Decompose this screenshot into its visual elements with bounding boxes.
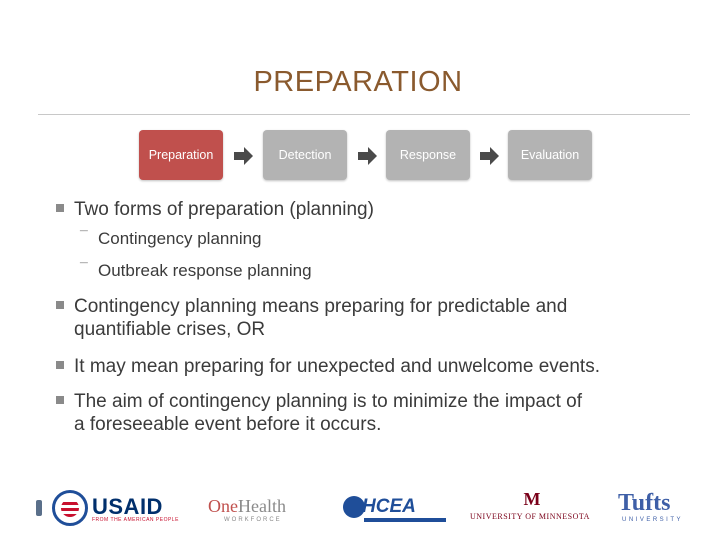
- one-health-health: Health: [238, 496, 286, 516]
- square-bullet-icon: [56, 204, 64, 212]
- one-health-tagline: WORKFORCE: [224, 517, 282, 523]
- umn-logo: UNIVERSITY OF MINNESOTA: [470, 512, 590, 521]
- bullet-item: [56, 355, 696, 378]
- usaid-tagline: FROM THE AMERICAN PEOPLE: [92, 517, 179, 523]
- sub-bullet-item: [56, 229, 696, 249]
- slide-title: PREPARATION: [253, 66, 463, 98]
- usaid-logo: USAID: [92, 494, 163, 519]
- tufts-logo: Tufts: [618, 490, 671, 516]
- flow-step-preparation: Preparation: [139, 130, 223, 180]
- arrow-right-icon: [480, 146, 500, 166]
- bullet-text: It may mean preparing for unexpected and unwelcome events.: [74, 356, 600, 377]
- bullet-text-line: The aim of contingency planning is to minimize the impact of: [74, 391, 582, 412]
- tufts-tagline: UNIVERSITY: [622, 517, 684, 523]
- sub-bullet-text: Outbreak response planning: [98, 261, 312, 280]
- flow-step-detection: Detection: [263, 130, 347, 180]
- bullet-text-line: a foreseeable event before it occurs.: [74, 414, 382, 435]
- flow-step-evaluation: Evaluation: [508, 130, 592, 180]
- square-bullet-icon: [56, 361, 64, 369]
- one-health-logo: [208, 496, 286, 517]
- one-health-one: One: [208, 496, 238, 516]
- square-bullet-icon: [56, 396, 64, 404]
- hcea-logo: HCEA: [362, 496, 416, 517]
- arrow-right-icon: [234, 146, 254, 166]
- bullet-item: [56, 390, 696, 436]
- dash-bullet-icon: ¯: [80, 260, 88, 276]
- arrow-right-icon: [358, 146, 378, 166]
- partner-logos: [0, 488, 720, 528]
- title-divider: [38, 114, 690, 115]
- decorative-mark: [36, 500, 42, 516]
- sub-bullet-text: Contingency planning: [98, 229, 262, 248]
- bullet-item: [56, 295, 696, 341]
- sub-bullet-item: [56, 261, 696, 281]
- bullet-item: [56, 198, 696, 221]
- bullet-text-line: quantifiable crises, OR: [74, 319, 266, 340]
- hcea-underline: [364, 518, 446, 522]
- bullet-text: Two forms of preparation (planning): [74, 199, 374, 220]
- bullet-list: [56, 198, 696, 444]
- umn-mark-icon: M: [523, 489, 541, 509]
- process-flow: [0, 130, 720, 182]
- bullet-text-line: Contingency planning means preparing for predictable and: [74, 296, 568, 317]
- usaid-seal-icon: [52, 490, 88, 526]
- flow-step-response: Response: [386, 130, 470, 180]
- square-bullet-icon: [56, 301, 64, 309]
- dash-bullet-icon: ¯: [80, 228, 88, 244]
